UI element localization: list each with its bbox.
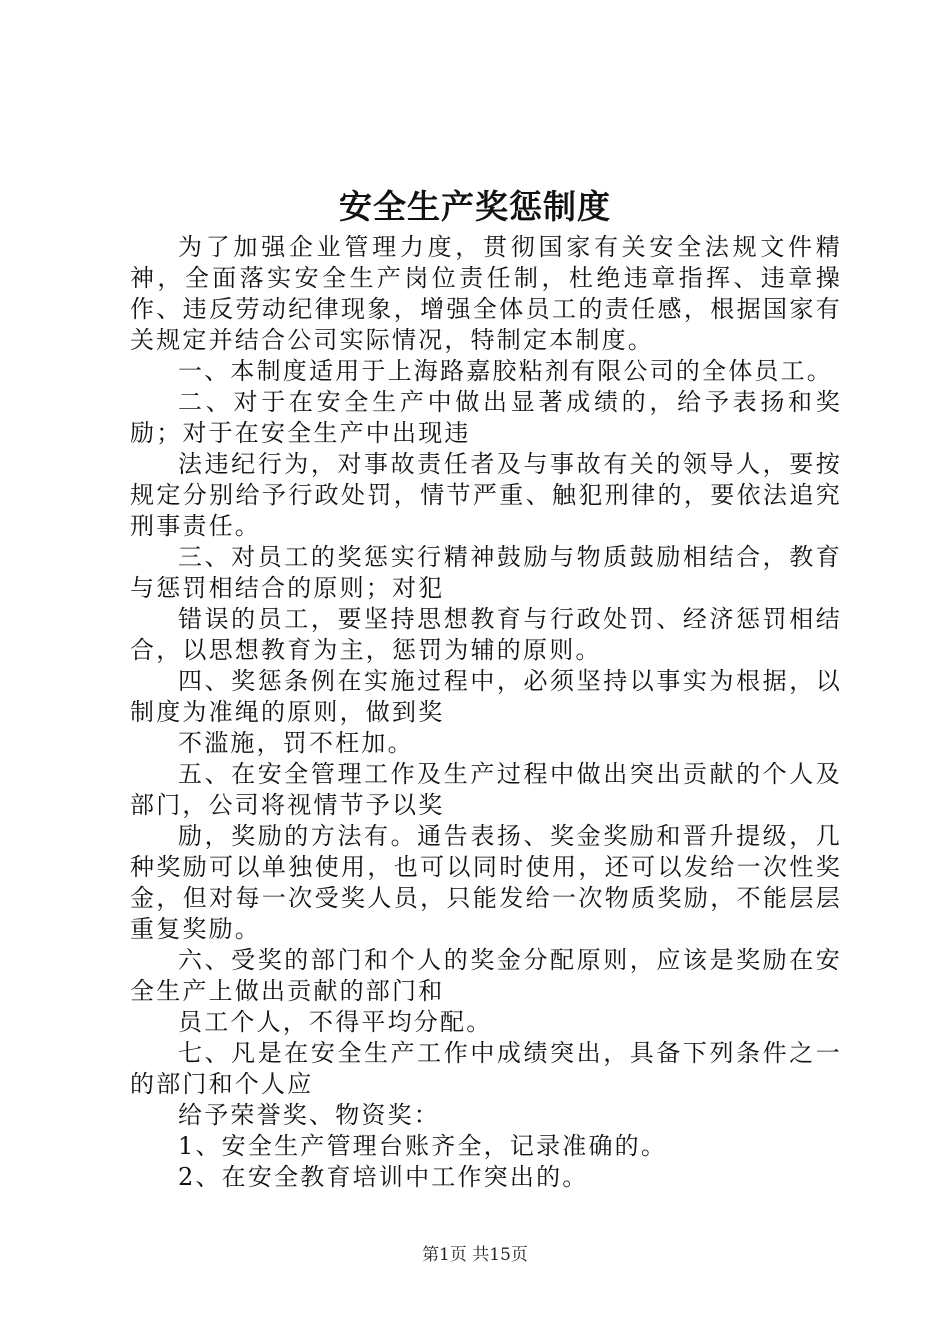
- paragraph-item-2: 二、对于在安全生产中做出显著成绩的，给予表扬和奖励；对于在安全生产中出现违: [130, 388, 842, 447]
- paragraph-item-3: 三、对员工的奖惩实行精神鼓励与物质鼓励相结合，教育与惩罚相结合的原则；对犯: [130, 543, 842, 602]
- paragraph-item-6-cont: 员工个人，不得平均分配。: [178, 1008, 493, 1036]
- paragraph-item-1: 一、本制度适用于上海路嘉胶粘剂有限公司的全体员工。: [178, 357, 833, 385]
- paragraph-item-7: 七、凡是在安全生产工作中成绩突出，具备下列条件之一的部门和个人应: [130, 1039, 842, 1098]
- document-body: [130, 232, 842, 1193]
- paragraph-intro: 为了加强企业管理力度，贯彻国家有关安全法规文件精神，全面落实安全生产岗位责任制，杜绝违章指挥、违章操作、违反劳动纪律现象，增强全体员工的责任感，根据国家有关规定并结合公司实际情况，特制定本制度。: [130, 233, 842, 354]
- paragraph-item-5: 五、在安全管理工作及生产过程中做出突出贡献的个人及部门，公司将视情节予以奖: [130, 760, 842, 819]
- paragraph-item-5-cont: 励，奖励的方法有。通告表扬、奖金奖励和晋升提级，几种奖励可以单独使用，也可以同时使用，还可以发给一次性奖金，但对每一次受奖人员，只能发给一次物质奖励，不能层层重复奖励。: [130, 822, 842, 943]
- paragraph-item-4: 四、奖惩条例在实施过程中，必须坚持以事实为根据，以制度为准绳的原则，做到奖: [130, 667, 842, 726]
- paragraph-condition-1: 1、安全生产管理台账齐全，记录准确的。: [178, 1132, 668, 1160]
- paragraph-item-4-cont: 不滥施，罚不枉加。: [178, 729, 414, 757]
- document-title: 安全生产奖惩制度: [339, 187, 611, 226]
- page-footer: 第1页 共15页: [422, 1245, 528, 1265]
- paragraph-item-6: 六、受奖的部门和个人的奖金分配原则，应该是奖励在安全生产上做出贡献的部门和: [130, 946, 842, 1005]
- paragraph-item-7-cont: 给予荣誉奖、物资奖：: [178, 1101, 440, 1129]
- paragraph-item-3-cont: 错误的员工，要坚持思想教育与行政处罚、经济惩罚相结合，以思想教育为主，惩罚为辅的原则。: [130, 605, 842, 664]
- paragraph-item-2-cont: 法违纪行为，对事故责任者及与事故有关的领导人，要按规定分别给予行政处罚，情节严重、触犯刑律的，要依法追究刑事责任。: [130, 450, 842, 540]
- paragraph-condition-2: 2、在安全教育培训中工作突出的。: [178, 1163, 589, 1191]
